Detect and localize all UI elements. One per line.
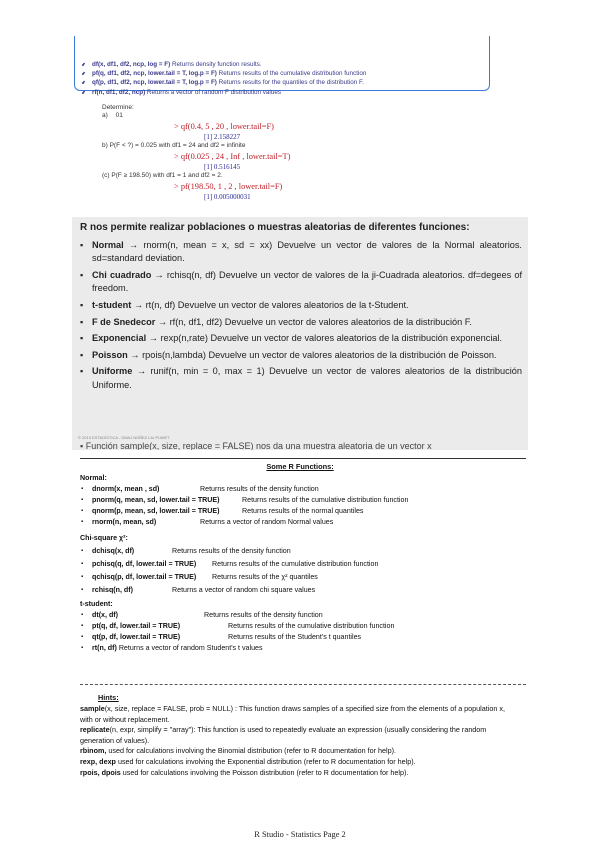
f-item-pf: • • pf(q, df1, df2, ncp, lower.tail = T, log.p = F) Returns results of the cumulative distribution function — [92, 69, 366, 78]
hint-line: sample(x, size, replace = FALSE, prob = NULL) : This function draws samples of a specified size from the elements of a population x, with or without replacement. — [80, 704, 505, 724]
group-heading: Normal: — [80, 474, 107, 482]
section-title: Some R Functions: — [266, 462, 334, 471]
part-b-output: [1] 0.516145 — [204, 163, 241, 171]
list-item: ▪ Poisson → rpois(n,lambda) Devuelve un vector de valores aleatorios de la distribución de Poisson. — [80, 349, 522, 362]
page-footer: R Studio - Statistics Page 2 — [254, 830, 346, 839]
list-item: ▪ qt(p, df, lower.tail = TRUE) Returns results of the Student's t quantiles — [92, 633, 361, 641]
random-samples-box — [72, 217, 528, 450]
part-a-command: > qf(0.4, 5 , 20 , lower.tail=F) — [174, 122, 274, 131]
part-c-output: [1] 0.005000031 — [204, 193, 251, 201]
grey-box-footnote: © 2013 ESTADÍSTICA - DMAJ NÚÑEZ LIU PUMET — [78, 435, 170, 440]
hint-line: rexp, dexp used for calculations involving the Exponential distribution (refer to R documentation for help). — [80, 756, 416, 766]
list-item: ▪ qchisq(p, df, lower.tail = TRUE) Returns results of the χ² quantiles — [92, 573, 318, 581]
hint-line: rpois, dpois used for calculations involving the Poisson distribution (refer to R documentation for help). — [80, 767, 409, 777]
list-item: ▪ dchisq(x, df) Returns results of the density function — [92, 547, 291, 555]
list-item: ▪ rnorm(n, mean, sd) Returns a vector of random Normal values — [92, 518, 333, 526]
divider — [80, 458, 526, 459]
hints-title: Hints: — [98, 693, 119, 702]
list-item: ▪ rchisq(n, df) Returns a vector of random chi square values — [92, 586, 315, 594]
list-item: ▪ Uniforme → runif(n, min = 0, max = 1) Devuelve un vector de valores aleatorios de la distribución Uniforme. — [80, 365, 522, 392]
f-item-df: • • df(x, df1, df2, ncp, log = F) Returns density function results. — [92, 60, 366, 69]
list-item: ▪ pchisq(q, df, lower.tail = TRUE) Returns results of the cumulative distribution function — [92, 560, 378, 568]
part-c-text: (c) P(F ≥ 198.50) with df1 = 1 and df2 = 2. — [102, 172, 223, 179]
list-item: ▪ rt(n, df) Returns a vector of random Student's t values — [92, 644, 263, 652]
list-item: ▪ dt(x, df) Returns results of the density function — [92, 611, 323, 619]
list-item: ▪ pt(q, df, lower.tail = TRUE) Returns results of the cumulative distribution function — [92, 622, 394, 630]
part-b-text: b) P(F < ?) = 0.025 with df1 = 24 and df2 = infinite — [102, 142, 246, 149]
list-item: ▪ dnorm(x, mean , sd) Returns results of the density function — [92, 485, 319, 493]
f-item-rf: • • rf(n, df1, df2, ncp) Returns a vector of random F distribution values — [92, 88, 366, 97]
list-item: ▪ Normal → rnorm(n, mean = x, sd = xx) Devuelve un vector de valores de la Normal aleatorios. sd=standard deviation. — [80, 239, 522, 266]
hint-line: replicate(n, expr, simplify = "array"): This function is used to repeatedly evaluate an expression (usually considering the random generation of values). — [80, 725, 487, 745]
list-item: ▪ F de Snedecor → rf(n, df1, df2) Devuelve un vector de valores aleatorios de la distribución F. — [80, 316, 522, 329]
determine-label: Determine: — [102, 104, 134, 111]
list-item: ▪ qnorm(p, mean, sd, lower.tail = TRUE) Returns results of the normal quantiles — [92, 507, 363, 515]
list-item: ▪ Exponencial → rexp(n,rate) Devuelve un vector de valores aleatorios de la distribución exponencial. — [80, 332, 522, 345]
divider — [80, 684, 526, 685]
part-c-command: > pf(198.50, 1 , 2 , lower.tail=F) — [174, 182, 283, 191]
f-item-qf: • • qf(p, df1, df2, ncp, lower.tail = T, log.p = F) Returns results for the quantiles of the distribution F. — [92, 78, 366, 87]
list-item: ▪ Chi cuadrado → rchisq(n, df) Devuelve un vector de valores de la ji-Cuadrada aleatorios. df=degees of freedom. — [80, 269, 522, 296]
part-a-output: [1] 2.158227 — [204, 133, 241, 141]
f-functions-list — [78, 44, 366, 113]
list-item: ▪ pnorm(q, mean, sd, lower.tail = TRUE) Returns results of the cumulative distribution function — [92, 496, 408, 504]
part-a-label: a) 01 — [102, 112, 123, 119]
hints-body — [80, 704, 508, 778]
list-item: ▪ t-student → rt(n, df) Devuelve un vector de valores aleatorios de la t-Student. — [80, 299, 522, 312]
part-b-command: > qf(0.025 , 24 , Inf , lower.tail=T) — [174, 152, 291, 161]
grey-box-title: R nos permite realizar poblaciones o muestras aleatorias de diferentes funciones: — [80, 222, 470, 233]
hint-line: rbinom, used for calculations involving the Binomial distribution (refer to R documentation for help). — [80, 746, 397, 756]
group-heading: Chi-square χ²: — [80, 534, 128, 542]
grey-box-cut-line: ▪ Función sample(x, size, replace = FALSE) nos da una muestra aleatoria de un vector x — [80, 441, 432, 450]
group-heading: t-student: — [80, 600, 113, 608]
random-functions-list — [80, 239, 522, 395]
